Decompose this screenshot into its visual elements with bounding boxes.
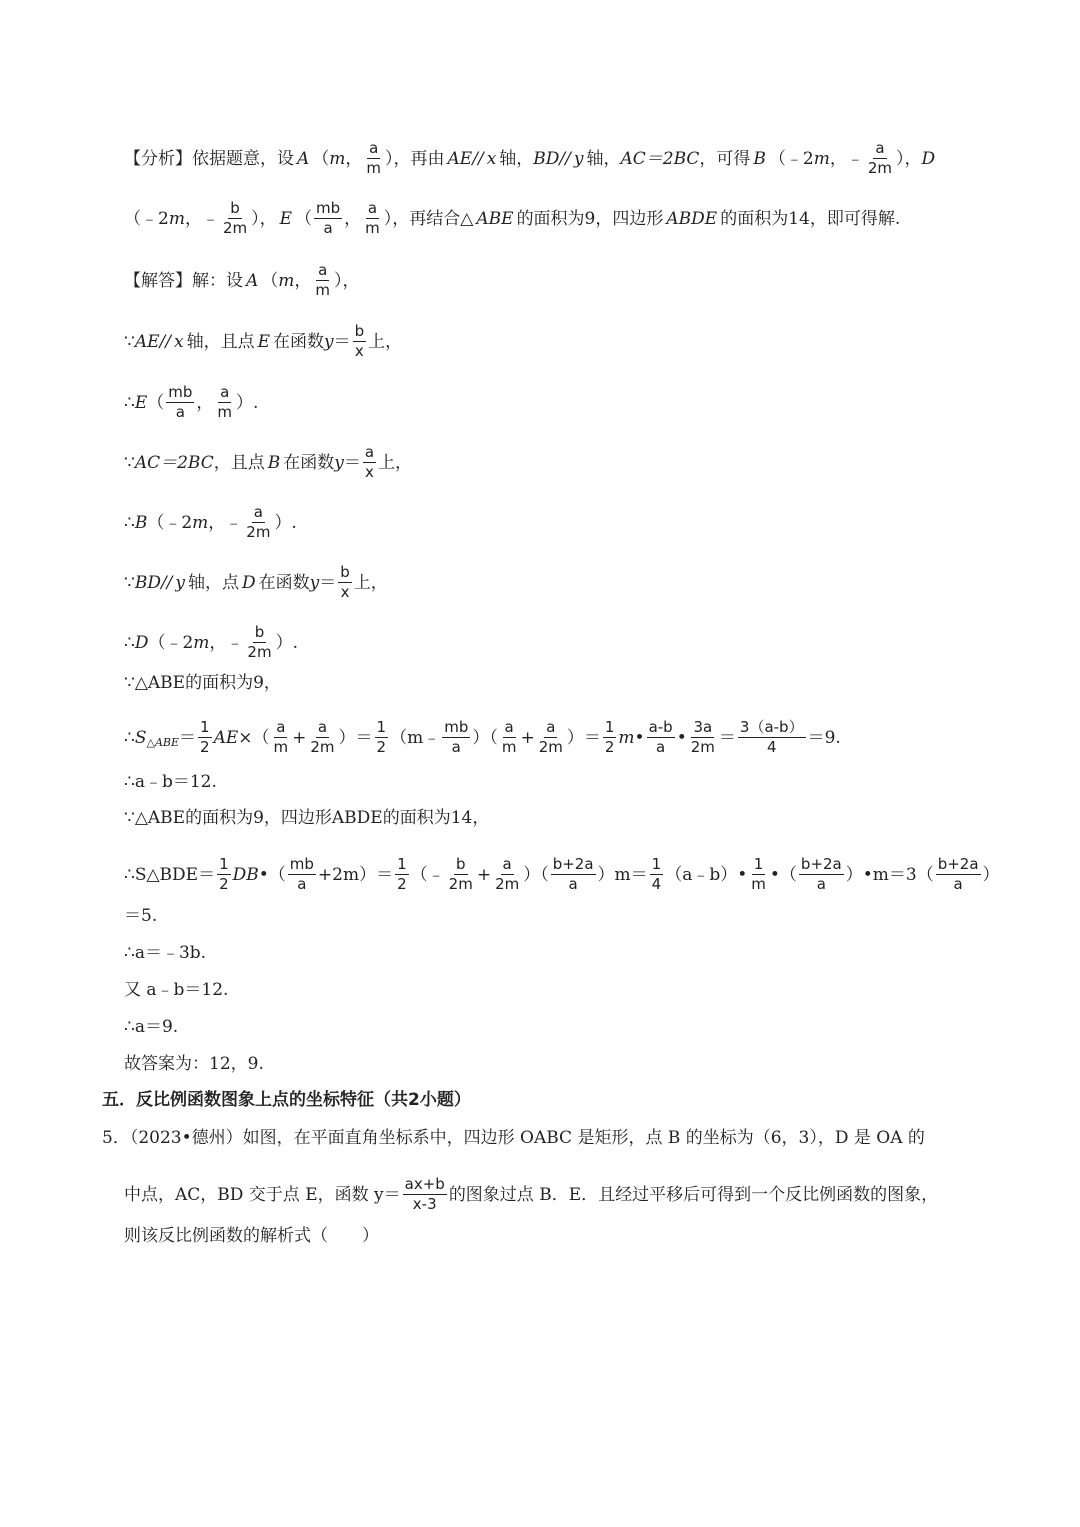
var-m: m xyxy=(192,512,209,533)
var-m: m xyxy=(329,148,346,169)
solution-line-12 xyxy=(124,906,157,926)
var-s: S xyxy=(134,727,147,748)
text: ），再由 xyxy=(385,148,445,169)
fraction-a-over-2m: $\frac{a}{2m}$ xyxy=(310,718,335,756)
fraction-b-over-2m: $\frac{b}{2m}$ xyxy=(448,855,473,893)
fraction-b-over-x: $\frac{b}{x}$ xyxy=(354,322,365,360)
var-bd: BD// xyxy=(533,148,571,169)
solution-line-8 xyxy=(124,719,841,756)
fraction-one-over-m: $\frac{1}{m}$ xyxy=(751,855,766,893)
fraction-a-over-m: $\frac{a}{m}$ xyxy=(217,383,233,421)
fraction-mb-over-a: $\frac{mb}{a}$ xyxy=(289,855,314,893)
question-line-1 xyxy=(102,1128,925,1148)
fraction-one-half: $\frac{1}{2}$ xyxy=(219,855,229,893)
var-a: A xyxy=(297,148,310,169)
solution-line-6 xyxy=(124,624,298,661)
var-abe: ABE xyxy=(476,208,514,229)
fraction-a-over-m: $\frac{a}{m}$ xyxy=(273,718,289,756)
text: ）＝ xyxy=(338,727,373,748)
text: ＝ xyxy=(343,452,361,473)
text: 轴，且点 xyxy=(186,331,255,352)
text: + xyxy=(292,727,307,748)
text: ＝ xyxy=(319,572,337,593)
var-y: y xyxy=(175,572,186,593)
text: ）， xyxy=(334,270,360,291)
text: （﹣2 xyxy=(124,208,169,229)
var-bd: BD// xyxy=(134,572,173,593)
text: 又 a﹣b＝12. xyxy=(124,980,229,1000)
text: 解：设 xyxy=(192,270,243,291)
fraction-a-over-2m: $\frac{a}{2m}$ xyxy=(538,718,563,756)
text: 轴， xyxy=(586,148,621,169)
text: ）m＝ xyxy=(597,864,648,885)
analysis-line-1 xyxy=(124,140,935,177)
fraction-b-over-x: $\frac{b}{x}$ xyxy=(340,563,350,601)
text: ，﹣ xyxy=(829,148,864,169)
solution-line-5 xyxy=(124,564,388,601)
text: 的面积为14，即可得解. xyxy=(720,208,901,229)
fraction-mb-over-a: $\frac{mb}{a}$ xyxy=(168,383,193,421)
section-heading: 五．反比例函数图象上点的坐标特征（共2小题） xyxy=(102,1090,471,1110)
var-y: y xyxy=(334,452,344,473)
text: ）＝ xyxy=(566,727,601,748)
var-ae: AE// xyxy=(134,331,171,352)
fraction-one-half: $\frac{1}{2}$ xyxy=(200,718,210,756)
text: + xyxy=(520,727,535,748)
text: ）（ xyxy=(472,727,498,748)
var-x: x xyxy=(486,148,497,169)
var-ac: AC＝2BC xyxy=(620,148,700,169)
text: ）. xyxy=(236,392,259,413)
text: （﹣2 xyxy=(768,148,814,169)
fraction-a-over-2m: $\frac{a}{2m}$ xyxy=(246,503,271,541)
text: 在函数 xyxy=(258,572,310,593)
fraction-a-over-2m: $\frac{a}{2m}$ xyxy=(867,139,892,177)
solution-line-11 xyxy=(124,856,1000,893)
text: 的面积为9，四边形 xyxy=(516,208,664,229)
text: ∴S△BDE＝ xyxy=(124,864,216,885)
text: • xyxy=(634,727,645,748)
text: 上， xyxy=(378,452,413,473)
text: 在函数 xyxy=(273,331,324,352)
var-db: DB xyxy=(232,864,259,885)
solution-line-3 xyxy=(124,444,412,481)
text: 的图象过点 B．E．且经过平移后可得到一个反比例函数的图象， xyxy=(448,1184,939,1205)
text: 则该反比例函数的解析式（ ） xyxy=(124,1226,379,1246)
text: （m﹣ xyxy=(390,727,441,748)
question-line-2 xyxy=(124,1176,938,1213)
text: ， xyxy=(344,208,362,229)
solution-line-9 xyxy=(124,772,217,792)
text: 轴， xyxy=(499,148,534,169)
var-m: m xyxy=(618,727,635,748)
text: 轴，点 xyxy=(188,572,240,593)
var-e: E xyxy=(134,392,148,413)
text: ，﹣ xyxy=(209,632,244,653)
text: 上， xyxy=(353,572,388,593)
text: ，可得 xyxy=(699,148,751,169)
fraction-b-over-2m: $\frac{b}{2m}$ xyxy=(247,623,272,661)
analysis-line-2 xyxy=(124,200,900,237)
fraction-b-plus-2a-over-a: $\frac{b+2a}{a}$ xyxy=(937,855,979,893)
var-y: y xyxy=(309,572,320,593)
text: （ xyxy=(261,270,279,291)
var-m: m xyxy=(813,148,830,169)
var-e: E xyxy=(279,208,293,229)
fraction-a-over-2m: $\frac{a}{2m}$ xyxy=(495,855,520,893)
text: • xyxy=(676,727,687,748)
text: ∴a＝9. xyxy=(124,1017,179,1037)
analysis-label: 【分析】 xyxy=(124,148,192,169)
text: （﹣ xyxy=(410,864,445,885)
text: 上， xyxy=(368,331,403,352)
var-b: B xyxy=(753,148,766,169)
text: ） xyxy=(982,864,1000,885)
fraction-b-over-2m: $\frac{b}{2m}$ xyxy=(222,199,248,237)
solution-line-10 xyxy=(124,808,489,828)
text: 依据题意，设 xyxy=(192,148,294,169)
fraction-3a-over-2m: $\frac{3a}{2m}$ xyxy=(690,718,715,756)
var-m: m xyxy=(193,632,210,653)
var-m: m xyxy=(168,208,185,229)
text: ＝ xyxy=(179,727,197,748)
var-ae: AE// xyxy=(447,148,484,169)
text: ）， xyxy=(251,208,277,229)
fraction-one-half: $\frac{1}{2}$ xyxy=(604,718,615,756)
text: +2m）＝ xyxy=(317,864,394,885)
fraction-mb-over-a: $\frac{mb}{a}$ xyxy=(316,199,341,237)
fraction-a-over-m: $\frac{a}{m}$ xyxy=(315,261,331,299)
fraction-a-over-x: $\frac{a}{x}$ xyxy=(364,443,375,481)
text: ＝5. xyxy=(124,906,158,926)
text: + xyxy=(476,864,492,885)
var-b: B xyxy=(134,512,148,533)
var-x: x xyxy=(173,331,184,352)
text: •（ xyxy=(258,864,286,885)
var-y: y xyxy=(324,331,334,352)
because-symbol: ∵ xyxy=(124,331,135,352)
fraction-one-quarter: $\frac{1}{4}$ xyxy=(651,855,662,893)
solution-line-1 xyxy=(124,323,402,360)
solution-label: 【解答】 xyxy=(124,270,192,291)
solution-line-0 xyxy=(124,262,360,299)
fraction-b-plus-2a-over-a: $\frac{b+2a}{a}$ xyxy=(552,855,594,893)
fraction-a-over-m: $\frac{a}{m}$ xyxy=(501,718,517,756)
text: ，且点 xyxy=(213,452,265,473)
text: ∵△ABE的面积为9， xyxy=(124,673,281,693)
text: （ xyxy=(312,148,330,169)
text: （﹣2 xyxy=(148,632,194,653)
fraction-3-a-minus-b-over-4: $\frac{3(a-b)}{4}$ xyxy=(739,718,804,756)
var-d: D xyxy=(921,148,936,169)
fraction-mb-over-a: $\frac{mb}{a}$ xyxy=(444,718,469,756)
text: ＝ xyxy=(333,331,351,352)
text: ∴a﹣b＝12. xyxy=(124,772,217,792)
fraction-b-plus-2a-over-a: $\frac{b+2a}{a}$ xyxy=(800,855,842,893)
text: ）. xyxy=(274,512,297,533)
var-e: E xyxy=(257,331,270,352)
text: ）•m＝3（ xyxy=(845,864,934,885)
text: ＝9. xyxy=(807,727,841,748)
var-d: D xyxy=(134,632,149,653)
var-b: B xyxy=(267,452,281,473)
text: ， xyxy=(196,392,214,413)
text: ， xyxy=(345,148,363,169)
text: ）（ xyxy=(523,864,549,885)
because-symbol: ∵ xyxy=(124,452,135,473)
text: 在函数 xyxy=(283,452,335,473)
text: ∵△ABE的面积为9，四边形ABDE的面积为14， xyxy=(124,808,490,828)
var-a: A xyxy=(246,270,259,291)
therefore-symbol: ∴ xyxy=(124,512,135,533)
subscript-abe: △ABE xyxy=(146,735,180,749)
text: （﹣2 xyxy=(147,512,193,533)
solution-line-7 xyxy=(124,673,281,693)
text: ）. xyxy=(275,632,298,653)
var-d: D xyxy=(242,572,256,593)
text: ，﹣ xyxy=(184,208,219,229)
text: 5．（2023•德州）如图，在平面直角坐标系中，四边形 OABC 是矩形，点 B 的坐标为（6，3），D 是 OA 的 xyxy=(102,1128,925,1148)
fraction-a-over-m: $\frac{a}{m}$ xyxy=(366,139,382,177)
var-abde: ABDE xyxy=(666,208,718,229)
fraction-a-over-m: $\frac{a}{m}$ xyxy=(365,199,380,237)
text: ∴a＝﹣3b. xyxy=(124,943,207,963)
text: •（ xyxy=(769,864,797,885)
therefore-symbol: ∴ xyxy=(124,632,135,653)
var-m: m xyxy=(278,270,295,291)
solution-line-4 xyxy=(124,504,297,541)
text: 中点，AC，BD 交于点 E，函数 y＝ xyxy=(124,1184,401,1205)
text: ×（ xyxy=(238,727,270,748)
text: （ xyxy=(295,208,313,229)
var-y: y xyxy=(573,148,584,169)
solution-line-14 xyxy=(124,980,228,1000)
text: （a﹣b）• xyxy=(665,864,748,885)
solution-line-15 xyxy=(124,1017,178,1037)
text: ）， xyxy=(896,148,922,169)
fraction-ax-plus-b-over-x-minus-3: $\frac{ax+b}{x-3}$ xyxy=(404,1175,445,1213)
text: （ xyxy=(147,392,165,413)
var-ae: AE xyxy=(213,727,239,748)
because-symbol: ∵ xyxy=(124,572,135,593)
therefore-symbol: ∴ xyxy=(124,392,135,413)
fraction-one-half: $\frac{1}{2}$ xyxy=(397,855,407,893)
text: ），再结合△ xyxy=(383,208,474,229)
text: 故答案为：12，9. xyxy=(124,1054,264,1074)
text: ，﹣ xyxy=(208,512,243,533)
solution-line-13 xyxy=(124,943,206,963)
text: ， xyxy=(294,270,312,291)
var-ac: AC＝2BC xyxy=(134,452,214,473)
fraction-one-half: $\frac{1}{2}$ xyxy=(376,718,387,756)
text: ＝ xyxy=(718,727,736,748)
question-line-3 xyxy=(124,1226,379,1246)
solution-line-2 xyxy=(124,384,258,421)
therefore-symbol: ∴ xyxy=(124,727,135,748)
fraction-a-minus-b-over-a: $\frac{a-b}{a}$ xyxy=(648,718,673,756)
solution-line-16 xyxy=(124,1054,264,1074)
